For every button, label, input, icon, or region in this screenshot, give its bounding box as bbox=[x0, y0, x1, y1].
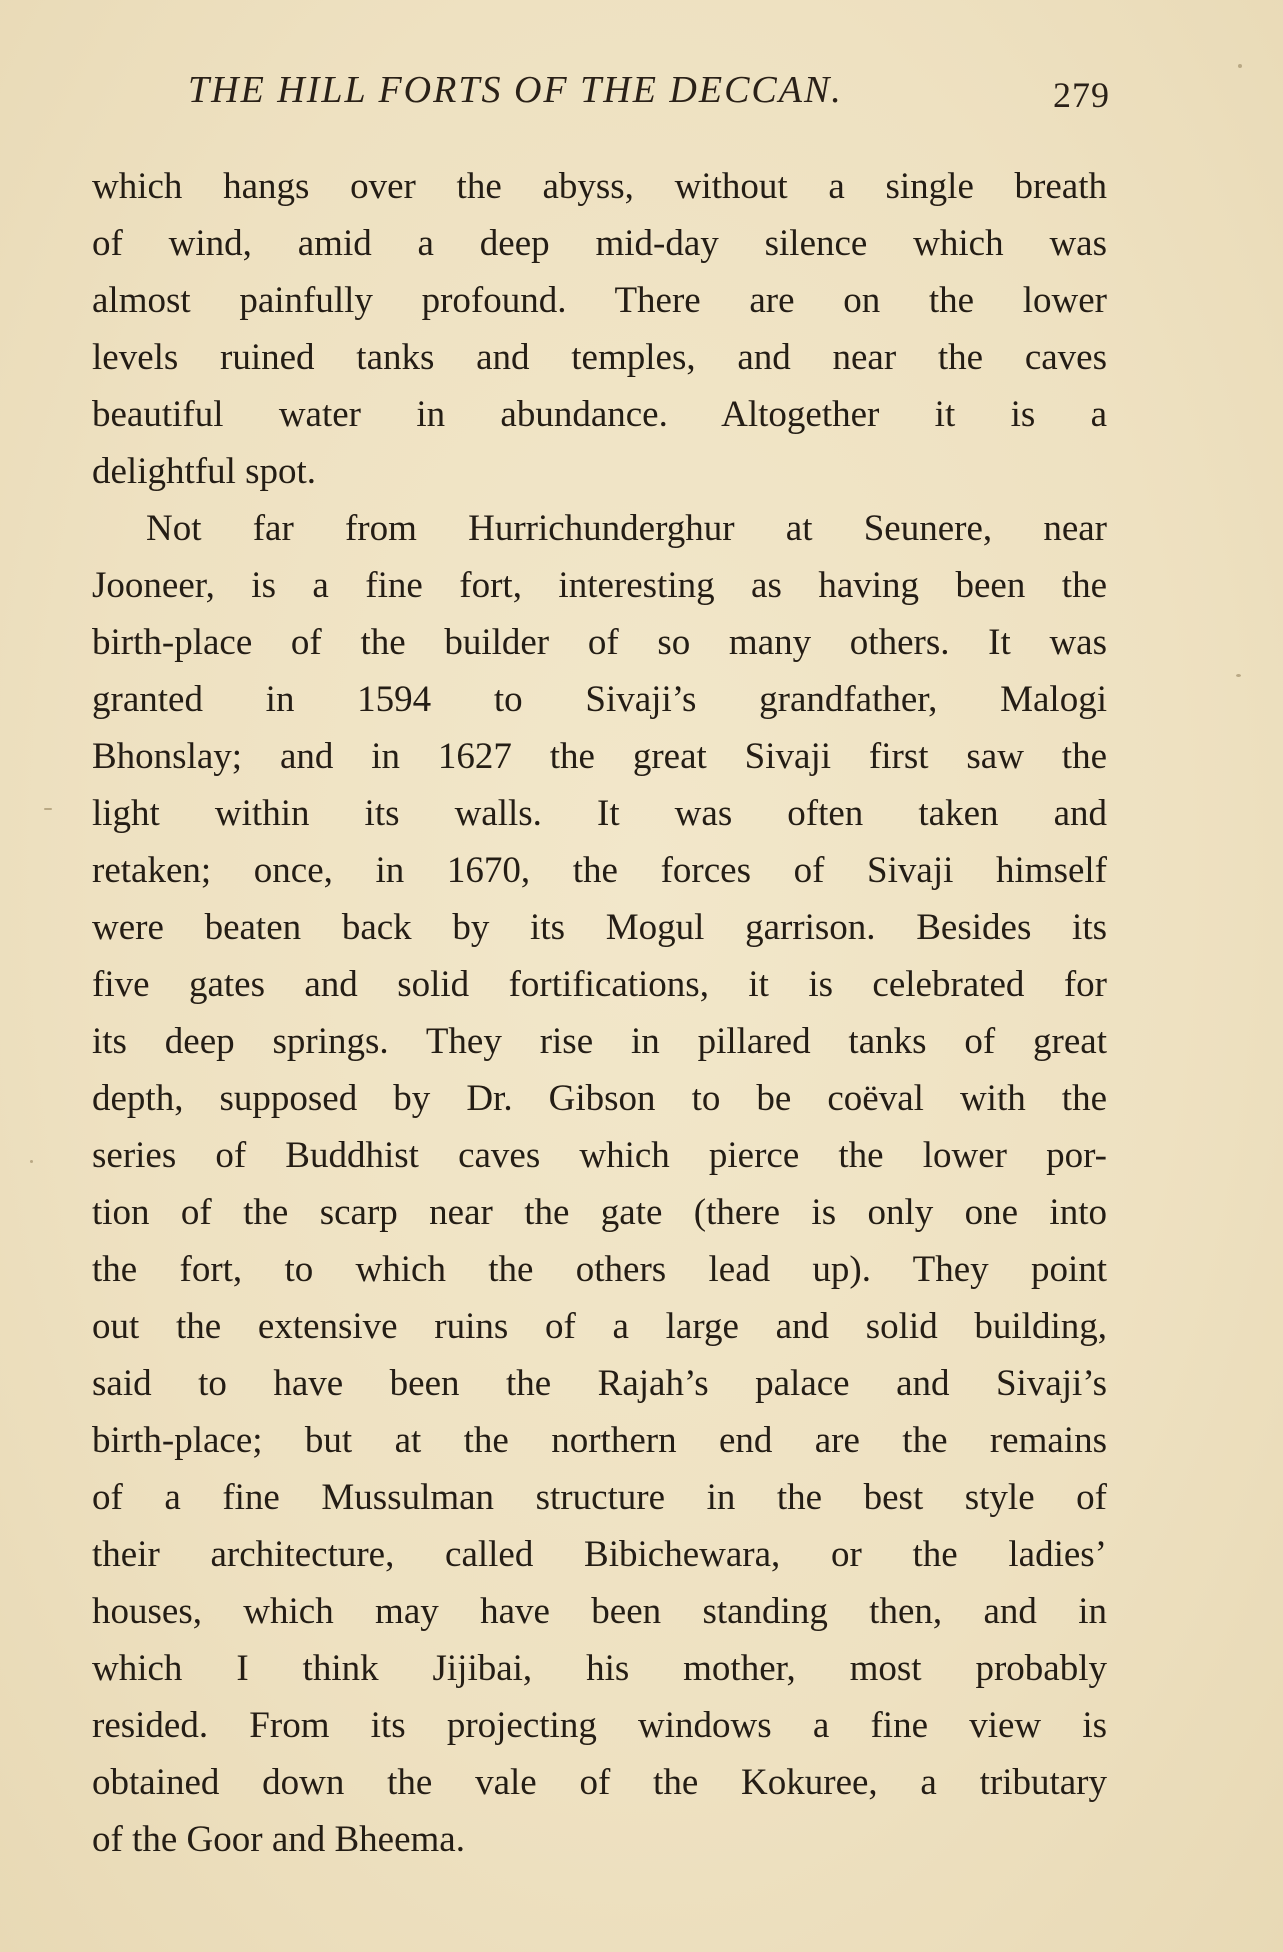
text-line: almost painfully profound. There are on the lower bbox=[92, 280, 1107, 321]
text-line: Not far from Hurrichunderghur at Seunere, near bbox=[146, 508, 1107, 549]
text-line: levels ruined tanks and temples, and near the caves bbox=[92, 337, 1107, 378]
paragraph-2 bbox=[92, 500, 1107, 1868]
text-line: said to have been the Rajah’s palace and Sivaji’s bbox=[92, 1363, 1107, 1404]
text-line: light within its walls. It was often taken and bbox=[92, 793, 1107, 834]
text-line: granted in 1594 to Sivaji’s grandfather, Malogi bbox=[92, 679, 1107, 720]
text-line: of the Goor and Bheema. bbox=[92, 1819, 465, 1860]
text-line: Jooneer, is a fine fort, interesting as having been the bbox=[92, 565, 1107, 606]
text-line: tion of the scarp near the gate (there is only one into bbox=[92, 1192, 1107, 1233]
text-line: houses, which may have been standing then, and in bbox=[92, 1591, 1107, 1632]
text-line: were beaten back by its Mogul garrison. Besides its bbox=[92, 907, 1107, 948]
paper-speck bbox=[30, 1160, 33, 1163]
text-line: birth-place of the builder of so many others. It was bbox=[92, 622, 1107, 663]
text-line: of wind, amid a deep mid-day silence which was bbox=[92, 223, 1107, 264]
text-line: Bhonslay; and in 1627 the great Sivaji first saw the bbox=[92, 736, 1107, 777]
text-line: of a fine Mussulman structure in the best style of bbox=[92, 1477, 1107, 1518]
running-header bbox=[188, 68, 1110, 118]
paper-speck bbox=[44, 808, 52, 810]
text-line: its deep springs. They rise in pillared tanks of great bbox=[92, 1021, 1107, 1062]
text-line: delightful spot. bbox=[92, 451, 317, 492]
text-line: their architecture, called Bibichewara, or the ladies’ bbox=[92, 1534, 1107, 1575]
text-line: retaken; once, in 1670, the forces of Sivaji himself bbox=[92, 850, 1107, 891]
running-title: THE HILL FORTS OF THE DECCAN. bbox=[188, 69, 843, 111]
text-line: series of Buddhist caves which pierce the lower por- bbox=[92, 1135, 1107, 1176]
text-line: five gates and solid fortifications, it is celebrated for bbox=[92, 964, 1107, 1005]
body-text bbox=[92, 158, 1107, 1868]
paper-speck bbox=[1238, 64, 1242, 68]
text-line: the fort, to which the others lead up). They point bbox=[92, 1249, 1107, 1290]
text-line: which hangs over the abyss, without a single breath bbox=[92, 166, 1107, 207]
text-line: which I think Jijibai, his mother, most probably bbox=[92, 1648, 1107, 1689]
text-line: out the extensive ruins of a large and solid building, bbox=[92, 1306, 1107, 1347]
text-line: depth, supposed by Dr. Gibson to be coëval with the bbox=[92, 1078, 1107, 1119]
page-number: 279 bbox=[1053, 75, 1110, 115]
text-line: birth-place; but at the northern end are the remains bbox=[92, 1420, 1107, 1461]
text-line: resided. From its projecting windows a fine view is bbox=[92, 1705, 1107, 1746]
text-line: beautiful water in abundance. Altogether it is a bbox=[92, 394, 1107, 435]
paper-speck bbox=[1236, 674, 1241, 677]
text-line: obtained down the vale of the Kokuree, a tributary bbox=[92, 1762, 1107, 1803]
paragraph-1 bbox=[92, 158, 1107, 500]
